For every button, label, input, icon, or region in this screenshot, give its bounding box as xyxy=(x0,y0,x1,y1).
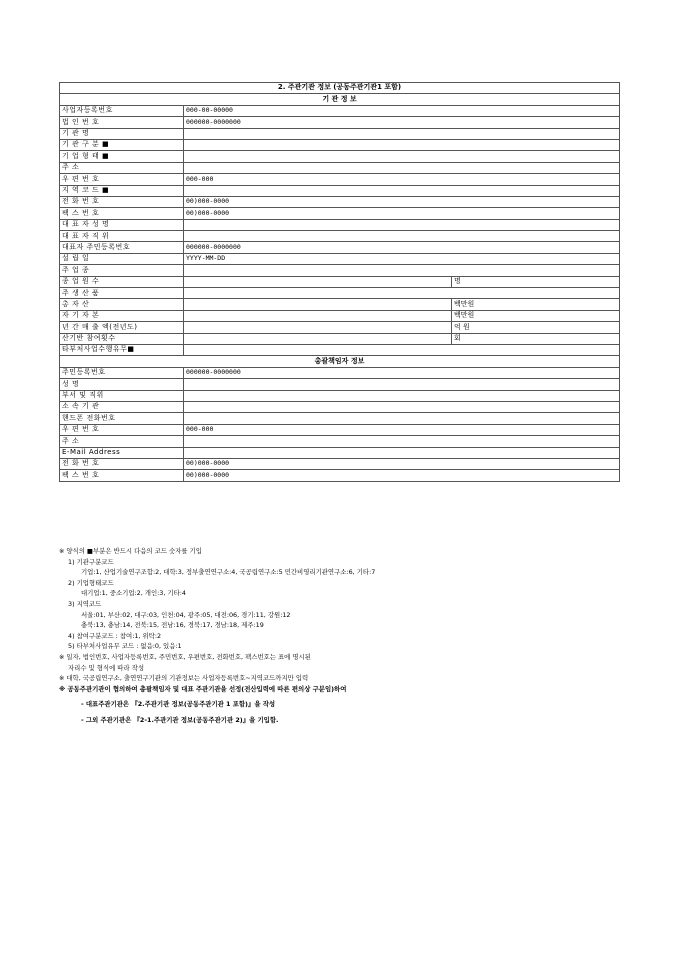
field-label: 주민등록번호 xyxy=(60,367,184,378)
table-row xyxy=(60,219,620,230)
table-row xyxy=(60,196,620,207)
table-row xyxy=(60,185,620,196)
field-value[interactable] xyxy=(184,276,452,287)
field-label: E-Mail Address xyxy=(60,447,184,458)
field-label: 대표자 주민등록번호 xyxy=(60,242,184,253)
note-line: 4) 참여구분코드 : 참여:1, 위탁:2 xyxy=(68,631,162,640)
field-value[interactable] xyxy=(184,322,452,333)
field-value[interactable] xyxy=(184,288,620,299)
note-line: 3) 지역코드 xyxy=(68,599,102,608)
dash-note-line: - 대표주관기관은 『2.주관기관 정보(공동주관기관 1 포함)』을 작성 xyxy=(81,700,276,709)
field-value[interactable]: 000-000 xyxy=(184,174,620,185)
table-row xyxy=(60,424,620,435)
field-label: 기 관 명 xyxy=(60,128,184,139)
table-row xyxy=(60,139,620,150)
table-title-row xyxy=(60,83,620,94)
field-value[interactable] xyxy=(184,401,620,412)
field-value[interactable] xyxy=(184,231,620,242)
note-line: ※ 양식의 ■부분은 반드시 다음의 코드 숫자를 기입 xyxy=(59,547,202,555)
note-line: 2) 기업형태코드 xyxy=(68,578,114,587)
field-label: 총 자 산 xyxy=(60,299,184,310)
field-value[interactable] xyxy=(184,379,620,390)
table-row xyxy=(60,242,620,253)
table-row xyxy=(60,288,620,299)
field-label: 주 소 xyxy=(60,436,184,447)
note-line: 서울:01, 부산:02, 대구:03, 인천:04, 광주:05, 대전:06, 경기:11, 강원:12 xyxy=(81,610,291,619)
field-value[interactable] xyxy=(184,344,620,355)
field-label: 산기반 참여횟수 xyxy=(60,333,184,344)
table-row xyxy=(60,413,620,424)
section2-header-row xyxy=(60,356,620,367)
field-label: 주 생 산 품 xyxy=(60,288,184,299)
table-row xyxy=(60,128,620,139)
table-row xyxy=(60,447,620,458)
field-label: 기 업 형 태 ■ xyxy=(60,151,184,162)
section-header-institution: 기 관 정 보 xyxy=(60,94,620,105)
field-value[interactable] xyxy=(184,390,620,401)
field-value[interactable] xyxy=(184,436,620,447)
table-row xyxy=(60,367,620,378)
table-row xyxy=(60,174,620,185)
field-value[interactable]: YYYY-MM-DD xyxy=(184,253,620,264)
field-label: 팩 스 번 호 xyxy=(60,208,184,219)
table-row xyxy=(60,470,620,481)
field-value[interactable]: 00)000-0000 xyxy=(184,196,620,207)
table-row xyxy=(60,310,620,321)
table-row xyxy=(60,231,620,242)
field-label: 사업자등록번호 xyxy=(60,105,184,116)
field-label: 부서 및 직위 xyxy=(60,390,184,401)
field-value[interactable] xyxy=(184,128,620,139)
field-label: 년 간 매 출 액(전년도) xyxy=(60,322,184,333)
table-row xyxy=(60,276,620,287)
table-row xyxy=(60,379,620,390)
table-row xyxy=(60,401,620,412)
table-row xyxy=(60,208,620,219)
table-row xyxy=(60,458,620,469)
field-value[interactable]: 000-000 xyxy=(184,424,620,435)
field-label: 팩 스 번 호 xyxy=(60,470,184,481)
field-label: 전 화 번 호 xyxy=(60,196,184,207)
field-unit: 백만원 xyxy=(452,310,620,321)
table-row xyxy=(60,151,620,162)
section-header-manager: 총괄책임자 정보 xyxy=(60,356,620,367)
table-row xyxy=(60,105,620,116)
dash-note-line: - 그외 주관기관은 『2-1.주관기관 정보(공동주관기관 2)』을 기입함. xyxy=(81,715,279,724)
field-label: 타부처사업수행유무■ xyxy=(60,344,184,355)
field-value[interactable]: 000-00-00000 xyxy=(184,105,620,116)
field-label: 대 표 자 직 위 xyxy=(60,231,184,242)
field-unit: 억 원 xyxy=(452,322,620,333)
field-value[interactable] xyxy=(184,447,620,458)
field-value[interactable] xyxy=(184,151,620,162)
field-label: 기 관 구 분 ■ xyxy=(60,139,184,150)
field-label: 성 명 xyxy=(60,379,184,390)
table-row xyxy=(60,333,620,344)
field-value[interactable] xyxy=(184,333,452,344)
field-unit: 회 xyxy=(452,333,620,344)
table-row xyxy=(60,322,620,333)
table-row xyxy=(60,265,620,276)
field-label: 종 업 원 수 xyxy=(60,276,184,287)
note-line: 충북:13, 충남:14, 전북:15, 전남:16, 경북:17, 경남:18, 제주:19 xyxy=(81,621,264,630)
field-value[interactable]: 000000-0000000 xyxy=(184,367,620,378)
note-line: 자리수 및 형식에 따라 작성 xyxy=(68,663,145,672)
field-unit: 명 xyxy=(452,276,620,287)
field-label: 지 역 코 드 ■ xyxy=(60,185,184,196)
field-label: 주 소 xyxy=(60,162,184,173)
field-label: 우 편 번 호 xyxy=(60,424,184,435)
field-label: 전 화 번 호 xyxy=(60,458,184,469)
table-row xyxy=(60,162,620,173)
note-line: 1) 기관구분코드 xyxy=(68,557,114,566)
field-value[interactable] xyxy=(184,185,620,196)
table-title: 2. 주관기관 정보 (공동주관기관1 포함) xyxy=(60,83,620,94)
field-value[interactable] xyxy=(184,219,620,230)
field-value[interactable]: 00)000-0000 xyxy=(184,470,620,481)
field-label: 우 편 번 호 xyxy=(60,174,184,185)
note-line: 기업:1, 산업기술연구조합:2, 대학:3, 정부출연연구소:4, 국공립연구소:5 민간비영리기관연구소:6, 기타:7 xyxy=(81,568,376,577)
field-value[interactable] xyxy=(184,310,452,321)
table-row xyxy=(60,299,620,310)
field-value[interactable]: 00)000-0000 xyxy=(184,208,620,219)
field-label: 주 업 종 xyxy=(60,265,184,276)
note-line: ※ 대학, 국공립연구소, 출연연구기관의 기관정보는 사업자등록번호~지역코드까지만 입력 xyxy=(59,674,309,683)
field-value[interactable] xyxy=(184,299,452,310)
section1-header-row xyxy=(60,94,620,105)
field-value[interactable] xyxy=(184,139,620,150)
table-row xyxy=(60,253,620,264)
table-row xyxy=(60,390,620,401)
field-unit: 백만원 xyxy=(452,299,620,310)
instruction-notes xyxy=(59,546,619,726)
institution-info-table xyxy=(59,82,620,482)
table-row xyxy=(60,436,620,447)
field-label: 자 기 자 본 xyxy=(60,310,184,321)
field-label: 대 표 자 성 명 xyxy=(60,219,184,230)
field-value[interactable]: 000000-0000000 xyxy=(184,117,620,128)
table-row xyxy=(60,117,620,128)
field-label: 법 인 번 호 xyxy=(60,117,184,128)
note-line: 대기업:1, 중소기업:2, 개인:3, 기타:4 xyxy=(81,589,186,598)
note-line: ※ 공동주관기관이 협의하여 총괄책임자 및 대표 주관기관을 선정(전산입력에 따른 편의상 구분임)하여 xyxy=(59,684,347,693)
field-label: 핸드폰 전화번호 xyxy=(60,413,184,424)
field-label: 소 속 기 관 xyxy=(60,401,184,412)
note-line: ※ 일자, 법인번호, 사업자등록번호, 주민번호, 우편번호, 전화번호, 팩스번호는 표에 명시된 xyxy=(59,652,311,661)
field-value[interactable]: 000000-0000000 xyxy=(184,242,620,253)
field-value[interactable] xyxy=(184,162,620,173)
field-value[interactable]: 00)000-0000 xyxy=(184,458,620,469)
table-row xyxy=(60,344,620,355)
field-value[interactable] xyxy=(184,265,620,276)
field-value[interactable] xyxy=(184,413,620,424)
note-line: 5) 타부처사업유무 코드 : 없음:0, 있음:1 xyxy=(68,642,182,651)
field-label: 설 립 일 xyxy=(60,253,184,264)
institution-info-table-body xyxy=(60,83,620,482)
